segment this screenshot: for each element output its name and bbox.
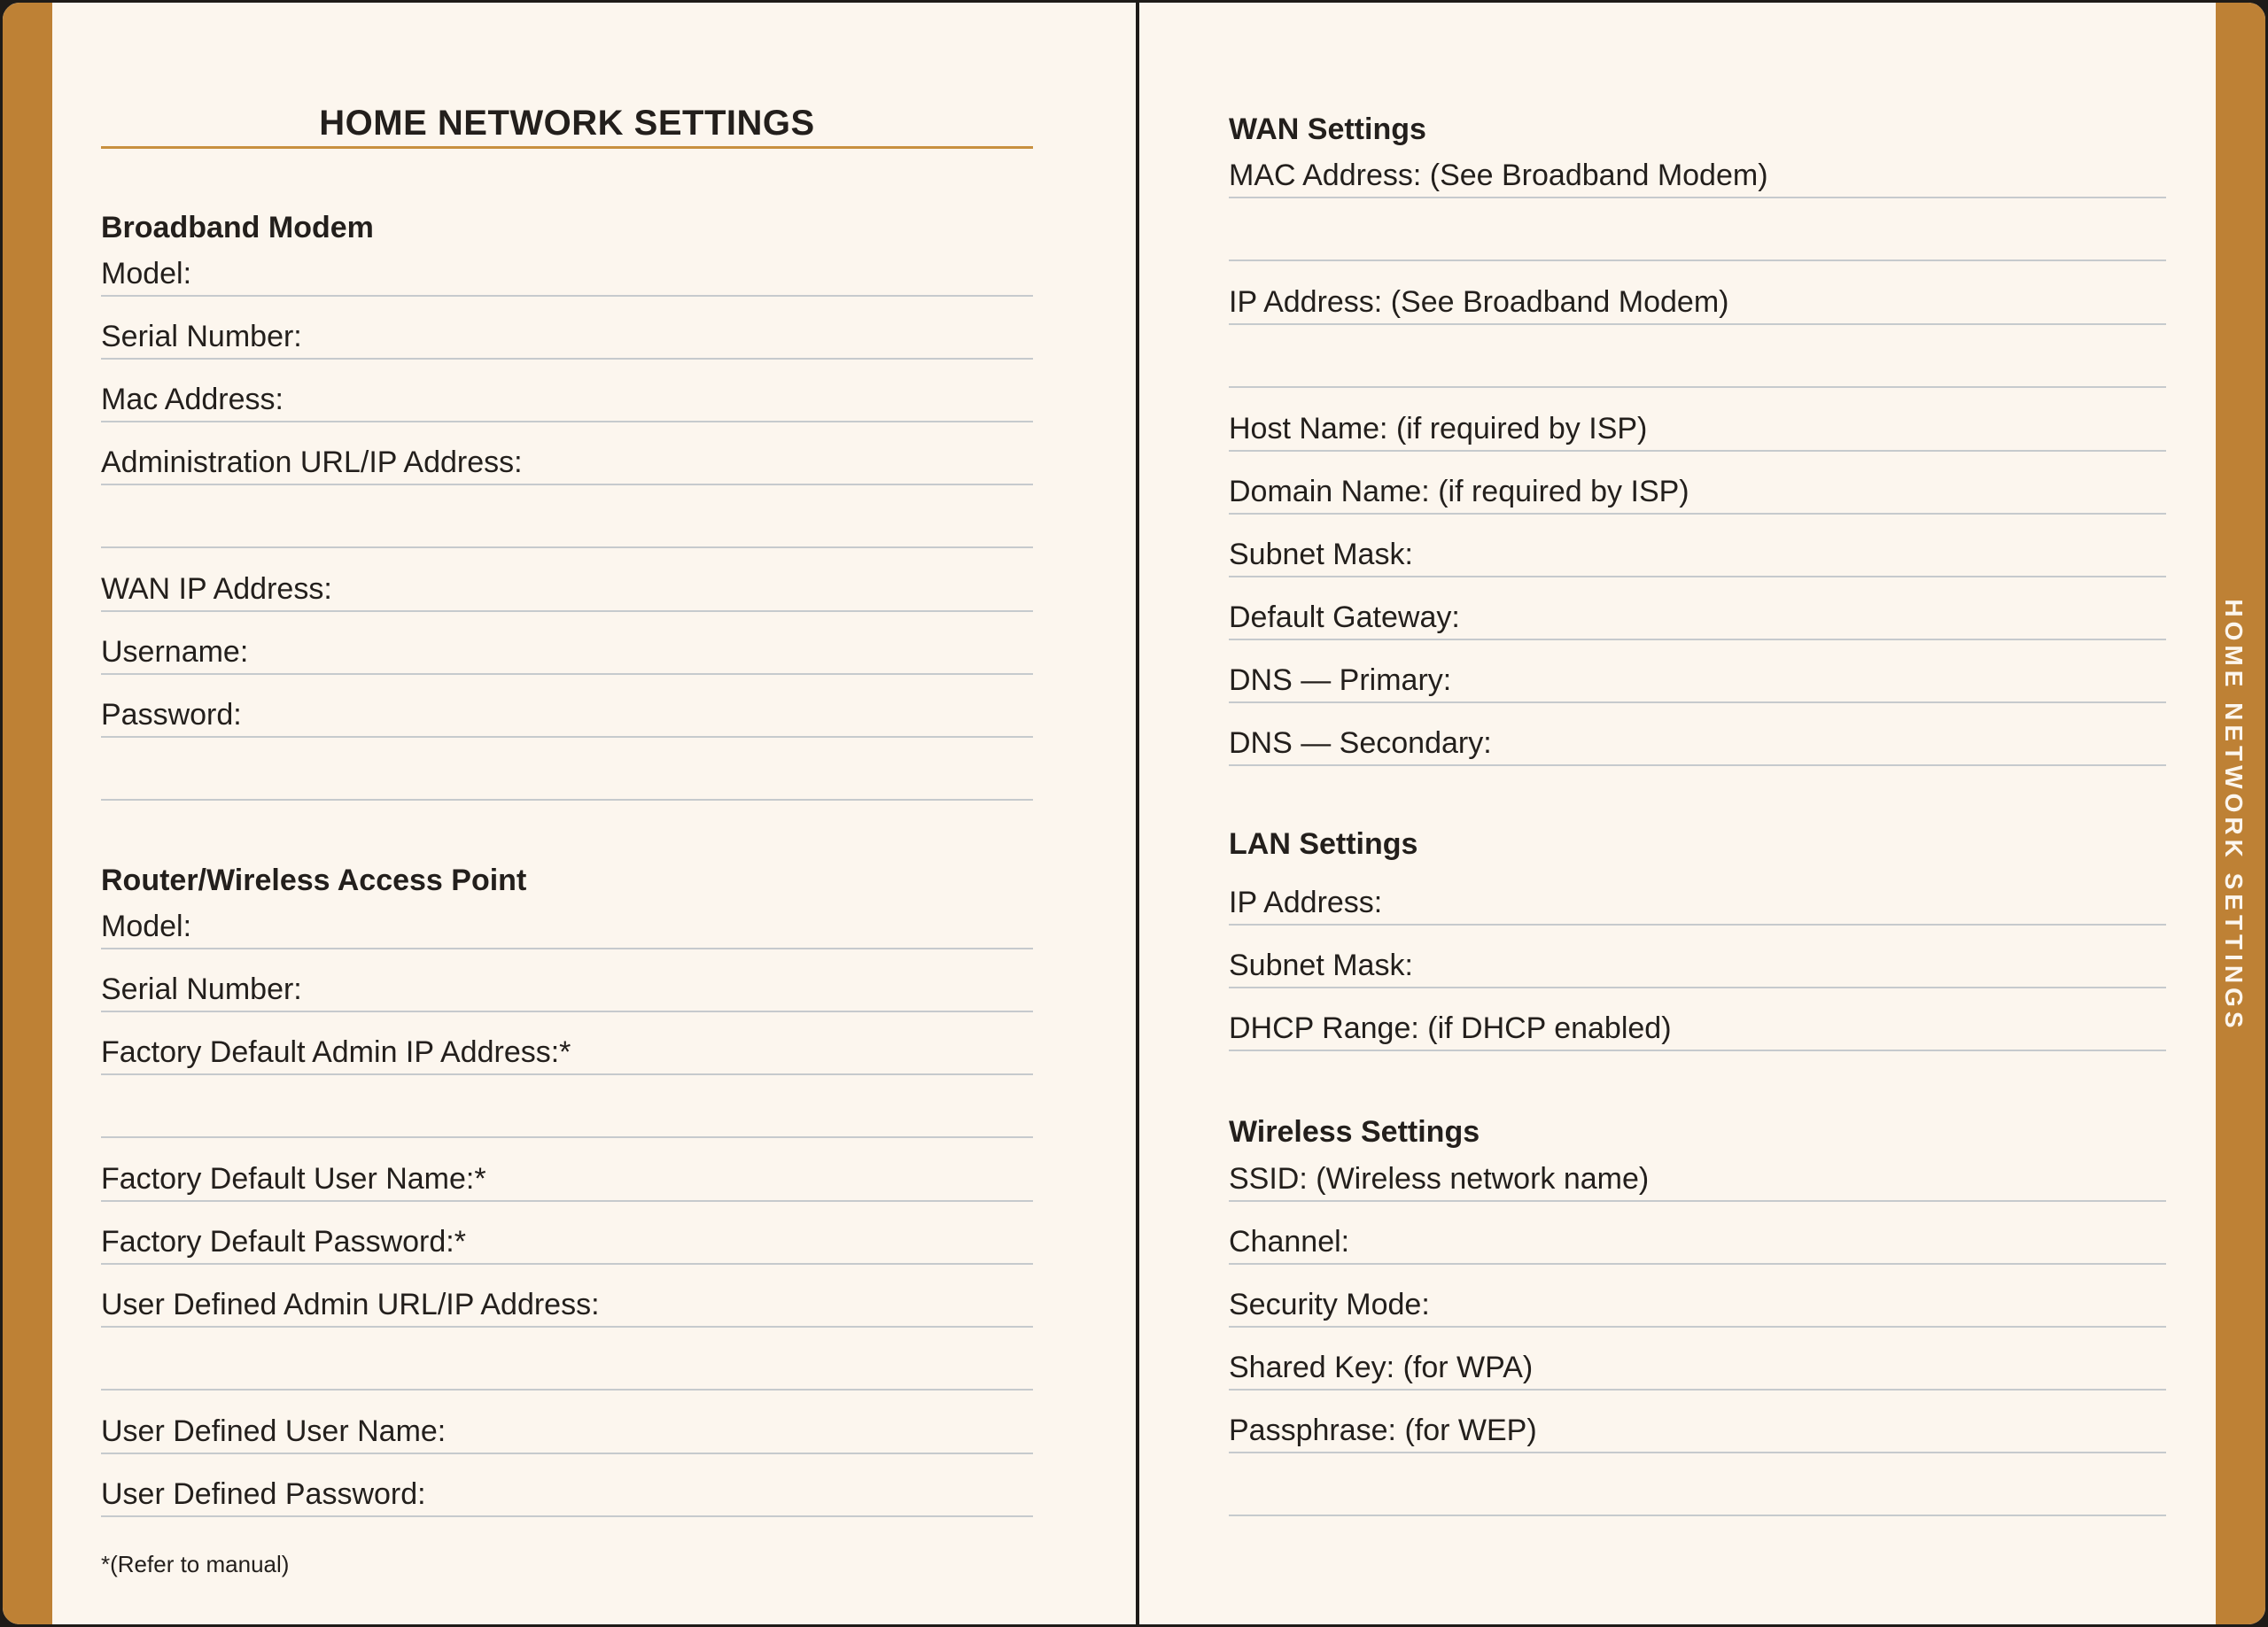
- wan-ip-address-field[interactable]: [1229, 261, 2166, 325]
- lan-settings-heading: LAN Settings: [1229, 827, 1418, 861]
- modem-model-field[interactable]: [101, 233, 1033, 297]
- security-mode-field[interactable]: [1229, 1264, 2166, 1328]
- default-gateway-field[interactable]: [1229, 577, 2166, 640]
- host-name-field[interactable]: [1229, 388, 2166, 452]
- modem-serial-number-field[interactable]: [101, 296, 1033, 360]
- passphrase-blank-line[interactable]: [1229, 1515, 2166, 1516]
- channel-field[interactable]: [1229, 1201, 2166, 1265]
- field-label: IP Address: (See Broadband Modem): [1229, 285, 1729, 319]
- right-page: [1229, 3, 2166, 1624]
- factory-password-field[interactable]: [101, 1201, 1033, 1265]
- field-label: User Defined Admin URL/IP Address:: [101, 1288, 600, 1321]
- page-gutter: [1136, 3, 1139, 1624]
- user-defined-password-field[interactable]: [101, 1453, 1033, 1517]
- field-label: Default Gateway:: [1229, 600, 1460, 634]
- left-edge-strip: [3, 3, 52, 1624]
- wan-mac-address-field[interactable]: [1229, 135, 2166, 198]
- dns-primary-field[interactable]: [1229, 639, 2166, 703]
- factory-user-name-field[interactable]: [101, 1138, 1033, 1202]
- field-label: Administration URL/IP Address:: [101, 445, 523, 479]
- field-label: Serial Number:: [101, 972, 302, 1006]
- field-label: Factory Default User Name:*: [101, 1162, 486, 1196]
- modem-admin-url-field[interactable]: [101, 422, 1033, 485]
- field-label: Password:: [101, 698, 242, 732]
- field-label: Host Name: (if required by ISP): [1229, 412, 1648, 445]
- left-page: [101, 3, 1033, 1624]
- field-label: User Defined Password:: [101, 1477, 426, 1511]
- field-label: DNS — Secondary:: [1229, 726, 1492, 760]
- lan-ip-address-field[interactable]: [1229, 862, 2166, 926]
- field-label: DNS — Primary:: [1229, 663, 1452, 697]
- field-label: Security Mode:: [1229, 1288, 1430, 1321]
- passphrase-field[interactable]: [1229, 1390, 2166, 1453]
- wan-settings-heading: WAN Settings: [1229, 112, 1426, 146]
- field-label: Subnet Mask:: [1229, 538, 1413, 571]
- lan-subnet-mask-field[interactable]: [1229, 925, 2166, 988]
- router-model-field[interactable]: [101, 886, 1033, 949]
- footnote: *(Refer to manual): [101, 1551, 290, 1577]
- field-label: Shared Key: (for WPA): [1229, 1351, 1534, 1384]
- modem-username-field[interactable]: [101, 611, 1033, 675]
- dhcp-range-field[interactable]: [1229, 988, 2166, 1051]
- field-label: Domain Name: (if required by ISP): [1229, 475, 1689, 508]
- modem-wan-ip-field[interactable]: [101, 548, 1033, 612]
- field-label: IP Address:: [1229, 886, 1383, 919]
- router-serial-number-field[interactable]: [101, 949, 1033, 1012]
- ssid-field[interactable]: [1229, 1138, 2166, 1202]
- shared-key-field[interactable]: [1229, 1327, 2166, 1391]
- side-tab-label: HOME NETWORK SETTINGS: [2220, 599, 2248, 1033]
- field-label: Mac Address:: [101, 383, 284, 416]
- field-label: Serial Number:: [101, 320, 302, 353]
- field-label: DHCP Range: (if DHCP enabled): [1229, 1011, 1672, 1045]
- modem-password-field[interactable]: [101, 674, 1033, 738]
- title-underline: [101, 146, 1033, 149]
- field-label: MAC Address: (See Broadband Modem): [1229, 159, 1768, 192]
- user-defined-user-name-field[interactable]: [101, 1391, 1033, 1454]
- domain-name-field[interactable]: [1229, 451, 2166, 515]
- field-label: SSID: (Wireless network name): [1229, 1162, 1650, 1196]
- modem-mac-address-field[interactable]: [101, 359, 1033, 422]
- field-label: Model:: [101, 257, 192, 291]
- field-label: WAN IP Address:: [101, 572, 332, 606]
- field-label: Username:: [101, 635, 249, 669]
- field-label: User Defined User Name:: [101, 1414, 447, 1448]
- field-label: Passphrase: (for WEP): [1229, 1414, 1537, 1447]
- page-title: HOME NETWORK SETTINGS: [319, 104, 815, 143]
- wireless-settings-heading: Wireless Settings: [1229, 1115, 1480, 1149]
- broadband-modem-heading: Broadband Modem: [101, 211, 374, 244]
- field-label: Model:: [101, 910, 192, 943]
- field-label: Factory Default Admin IP Address:*: [101, 1035, 571, 1069]
- field-label: Subnet Mask:: [1229, 949, 1413, 982]
- dns-secondary-field[interactable]: [1229, 702, 2166, 766]
- modem-password-blank-line[interactable]: [101, 799, 1033, 801]
- wan-subnet-mask-field[interactable]: [1229, 514, 2166, 577]
- field-label: Channel:: [1229, 1225, 1350, 1259]
- router-heading: Router/Wireless Access Point: [101, 864, 527, 897]
- user-admin-url-field[interactable]: [101, 1264, 1033, 1328]
- field-label: Factory Default Password:*: [101, 1225, 466, 1259]
- factory-admin-ip-field[interactable]: [101, 1011, 1033, 1075]
